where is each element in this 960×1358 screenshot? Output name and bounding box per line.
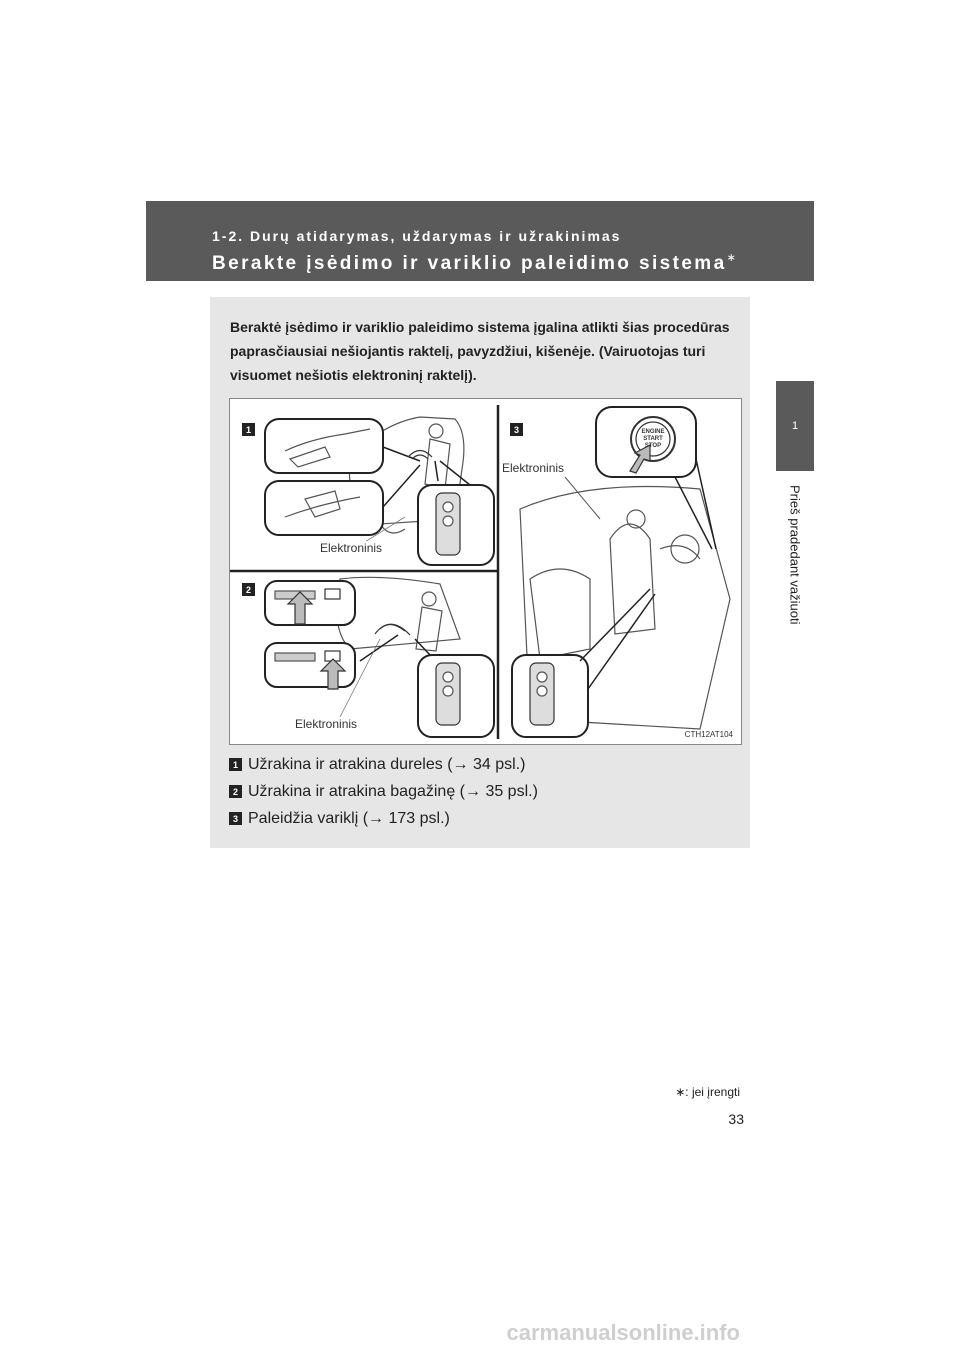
panel-number-2: 2 xyxy=(242,583,255,596)
callout-electronic-key-1: Elektroninis xyxy=(320,541,383,555)
watermark: carmanualsonline.info xyxy=(506,1320,740,1345)
feature-list xyxy=(229,751,729,832)
footnote xyxy=(675,1085,740,1099)
panel-number-3: 3 xyxy=(510,423,523,436)
list-item-number: 2 xyxy=(229,785,242,798)
section-header xyxy=(146,201,814,281)
list-item-text: Užrakina ir atrakina bagažinę (→ 35 psl.) xyxy=(248,782,538,800)
footnote-text: : jei įrengti xyxy=(685,1085,740,1099)
list-item xyxy=(229,751,729,778)
callout-electronic-key-2: Elektroninis xyxy=(295,717,358,731)
page-title xyxy=(212,251,736,275)
title-asterisk: ∗ xyxy=(726,252,736,264)
list-item-number: 3 xyxy=(229,812,242,825)
list-item-text: Paleidžia variklį (→ 173 psl.) xyxy=(248,809,450,827)
page-title-text: Berakte įsėdimo ir variklio paleidimo sistema xyxy=(212,253,727,274)
list-item xyxy=(229,805,729,832)
figure-code: CTH12AT104 xyxy=(684,730,733,739)
chapter-label-text: Prieš pradedant važiuoti xyxy=(787,485,803,625)
start-button-text: ENGINE START STOP xyxy=(641,429,665,449)
illustration xyxy=(229,398,742,745)
list-item-text: Užrakina ir atrakina dureles (→ 34 psl.) xyxy=(248,755,526,773)
illustration-drawing xyxy=(230,399,741,744)
callout-electronic-key-3: Elektroninis xyxy=(502,461,565,475)
list-item xyxy=(229,778,729,805)
content-panel xyxy=(210,297,750,848)
list-item-number: 1 xyxy=(229,758,242,771)
footnote-marker: ∗ xyxy=(675,1085,686,1099)
intro-paragraph: Beraktė įsėdimo ir variklio paleidimo sistema įgalina atlikti šias procedūras paprasčiausiai nešiojantis raktelį, pavyzdžiui, kišenėje. (Vairuotojas turi visuomet nešiotis elektroninį raktelį). xyxy=(230,319,730,383)
section-label: 1-2. Durų atidarymas, uždarymas ir užrakinimas xyxy=(212,228,622,244)
chapter-tab: 1 xyxy=(776,381,814,471)
page-number: 33 xyxy=(728,1111,744,1127)
panel-number-1: 1 xyxy=(242,423,255,436)
chapter-label xyxy=(776,475,814,635)
